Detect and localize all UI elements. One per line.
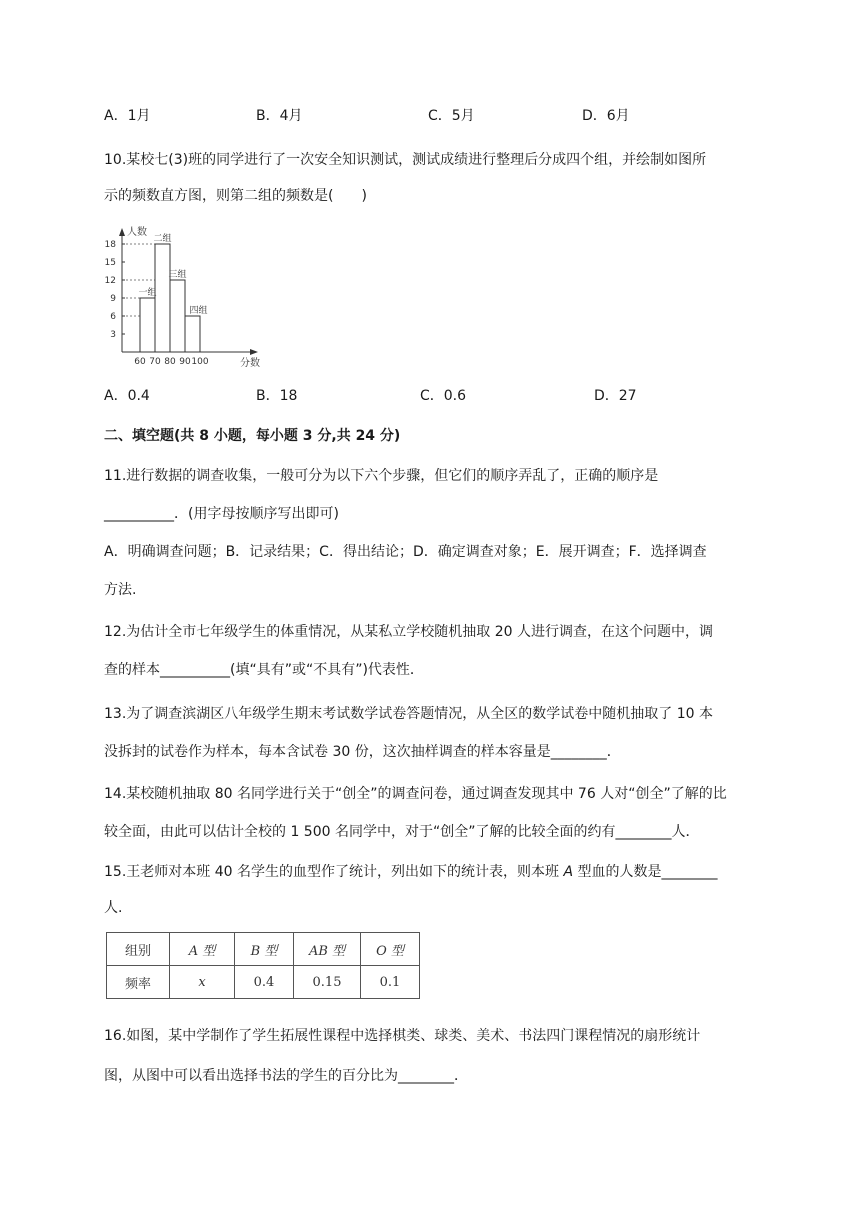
group-label: 一组 [138,288,157,298]
q12-text-line2: 查的样本__________(填“具有”或“不具有”)代表性． [104,662,424,678]
q10-text-line1: 10.某校七(3)班的同学进行了一次安全知识测试，测试成绩进行整理后分成四个组，并绘制如图所 [104,152,707,168]
table-cell: B 型 [235,933,294,966]
q9-option-c: C．5月 [428,108,475,124]
q10-option-c: C．0.6 [420,388,467,404]
frequency-histogram [100,224,290,374]
q10-text-line2: 示的频数直方图，则第二组的频数是( ) [104,188,367,204]
q9-option-b: B．4月 [256,108,303,124]
table-cell: O 型 [361,933,420,966]
q9-option-a: A．1月 [104,108,151,124]
y-tick-label: 9 [110,294,116,304]
x-tick-label: 80 [164,357,176,367]
x-tick-label: 70 [149,357,161,367]
q10-option-d: D．27 [594,388,637,404]
q11-text-line1: 11.进行数据的调查收集，一般可分为以下六个步骤，但它们的顺序弄乱了，正确的顺序是 [104,468,659,484]
histogram-bar [140,298,155,352]
histogram-bar [170,280,185,352]
x-tick-label: 90 [179,357,191,367]
q15-text-post: 型血的人数是________ [577,864,718,880]
section2-heading: 二、填空题(共 8 小题，每小题 3 分,共 24 分) [104,428,401,444]
y-axis-label: 人数 [127,227,147,238]
x-tick-label: 60 [134,357,146,367]
table-cell: 频率 [107,966,170,999]
table-cell: 0.1 [361,966,420,999]
q9-option-d: D．6月 [582,108,630,124]
table-row [107,933,420,966]
q13-text-line2: 没拆封的试卷作为样本，每本含试卷 30 份，这次抽样调查的样本容量是________． [104,744,621,760]
table-cell: 组别 [107,933,170,966]
table-cell: A 型 [170,933,235,966]
histogram-bar [185,316,200,352]
q16-text-line1: 16.如图，某中学制作了学生拓展性课程中选择棋类、球类、美术、书法四门课程情况的扇形统计 [104,1028,701,1044]
y-tick-label: 3 [110,330,116,340]
q15-text-line2: 人. [104,900,123,916]
q10-option-b: B．18 [256,388,298,404]
group-label: 三组 [168,270,187,280]
q15-text-pre: 15.王老师对本班 40 名学生的血型作了统计，列出如下的统计表，则本班 [104,864,559,880]
q11-text-line2: __________．(用字母按顺序写出即可) [104,506,339,522]
q10-option-a: A．0.4 [104,388,150,404]
blood-type-table [106,932,420,999]
x-axis-label: 分数 [240,358,260,369]
q14-text-line2: 较全面，由此可以估计全校的 1 500 名同学中，对于“创全”了解的比较全面的约有________人． [104,824,700,840]
histogram-bar [155,244,170,352]
x-tick-label: 100 [191,357,209,367]
table-cell: 0.15 [294,966,361,999]
table-row [107,966,420,999]
table-cell: x [170,966,235,999]
table-cell: AB 型 [294,933,361,966]
y-tick-label: 15 [104,258,116,268]
q15-text-line1 [104,862,717,882]
x-axis-arrow [250,349,258,355]
group-label: 四组 [189,306,208,316]
q13-text-line1: 13.为了调查滨湖区八年级学生期末考试数学试卷答题情况，从全区的数学试卷中随机抽取了 10 本 [104,706,713,722]
y-tick-label: 12 [104,276,116,286]
q14-text-line1: 14.某校随机抽取 80 名同学进行关于“创全”的调查问卷，通过调查发现其中 76 人对“创全”了解的比 [104,786,727,802]
q11-text-line3: A．明确调查问题；B．记录结果；C．得出结论；D．确定调查对象；E．展开调查；F．选择调查 [104,544,707,560]
q16-text-line2: 图，从图中可以看出选择书法的学生的百分比为________． [104,1068,468,1084]
table-cell: 0.4 [235,966,294,999]
y-tick-label: 18 [104,240,116,250]
q11-text-line4: 方法. [104,582,137,598]
group-label: 二组 [153,234,172,244]
q15-variable-a: A [563,864,574,880]
q12-text-line1: 12.为估计全市七年级学生的体重情况，从某私立学校随机抽取 20 人进行调查，在这个问题中，调 [104,624,713,640]
y-axis-arrow [119,228,125,236]
y-tick-label: 6 [110,312,116,322]
